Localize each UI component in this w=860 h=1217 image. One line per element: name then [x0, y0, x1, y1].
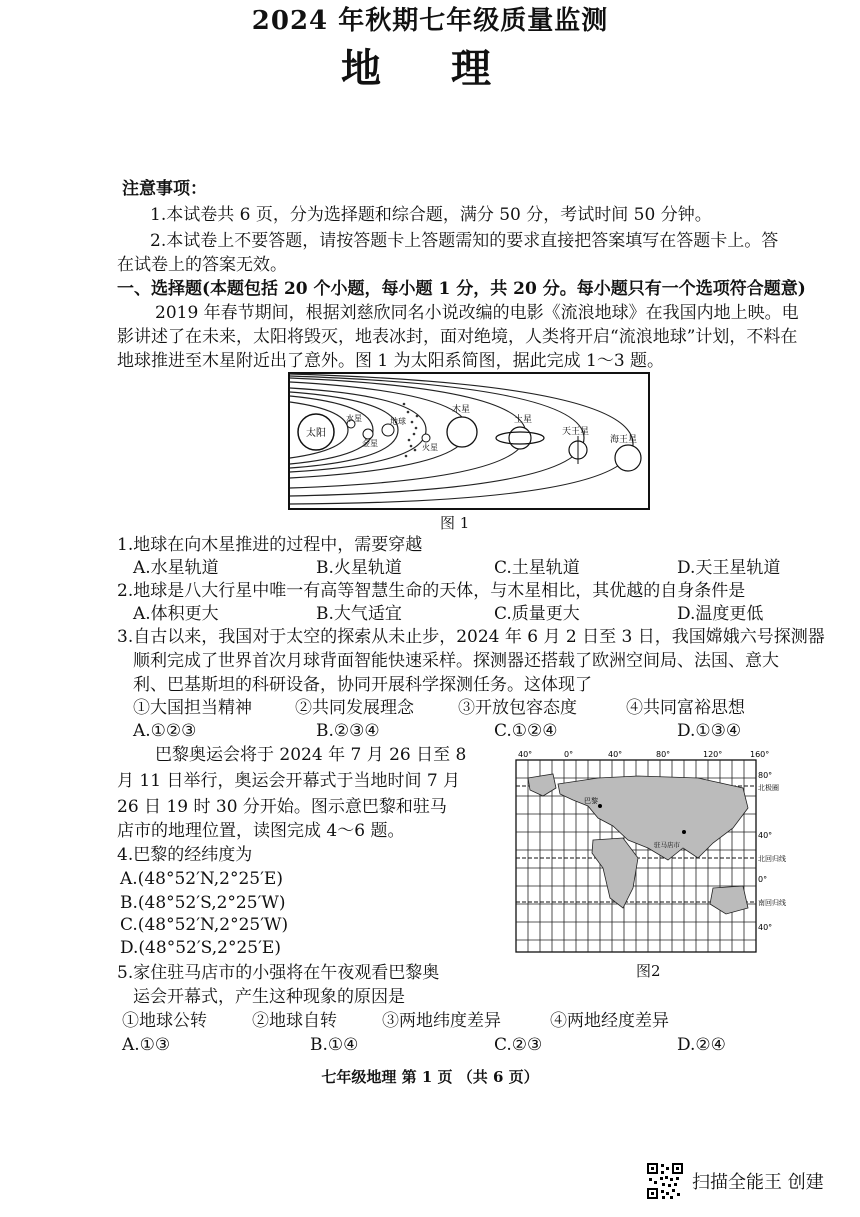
subject-title: 地 理 — [341, 45, 519, 92]
q1-option-c[interactable]: C.土星轨道 — [494, 558, 580, 578]
paris-label: 巴黎 — [584, 797, 598, 805]
q3-option-c[interactable]: C.①②④ — [494, 721, 558, 741]
passage2-line-1: 巴黎奥运会将于 2024 年 7 月 26 日至 8 — [155, 745, 467, 765]
intro-line-3: 地球推进至木星附近出了意外。图 1 为太阳系简图，据此完成 1～3 题。 — [117, 351, 665, 371]
jupiter-label: 木星 — [452, 405, 471, 415]
scanner-watermark: 扫描全能王 创建 — [692, 1172, 824, 1193]
lon-tick: 0° — [564, 750, 574, 759]
passage2-line-2: 月 11 日举行，奥运会开幕式于当地时间 7 月 — [117, 771, 461, 791]
uranus-label: 天王星 — [562, 427, 590, 437]
venus-label: 金星 — [362, 439, 378, 448]
tropic-capricorn-label: 南回归线 — [758, 899, 786, 907]
q3-statement-3: ③开放包容态度 — [458, 698, 577, 718]
figure-2-caption: 图2 — [636, 962, 661, 980]
q1-option-d[interactable]: D.天王星轨道 — [677, 558, 781, 578]
notice-item-2a: 2.本试卷上不要答题，请按答题卡上答题需知的要求直接把答案填写在答题卡上。答 — [150, 231, 779, 251]
solar-system-figure — [288, 372, 650, 510]
q3-statement-4: ④共同富裕思想 — [626, 698, 745, 718]
notice-heading: 注意事项： — [122, 179, 207, 199]
figure-1-caption: 图 1 — [440, 514, 470, 532]
passage2-line-3: 26 日 19 时 30 分开始。图示意巴黎和驻马 — [117, 797, 447, 817]
q3-stem-1: 3.自古以来，我国对于太空的探索从未止步，2024 年 6 月 2 日至 3 日，我国嫦娥六号探测器 — [117, 627, 825, 647]
exam-title: 2024 年秋期七年级质量监测 — [251, 6, 609, 36]
lat-tick: 40° — [758, 923, 773, 932]
neptune-label: 海王星 — [610, 435, 638, 445]
q4-option-b[interactable]: B.(48°52′S,2°25′W) — [120, 893, 286, 913]
q4-stem: 4.巴黎的经纬度为 — [117, 845, 253, 865]
q5-option-b[interactable]: B.①④ — [310, 1035, 359, 1055]
mars-body — [422, 434, 430, 442]
q5-option-d[interactable]: D.②④ — [677, 1035, 726, 1055]
q3-stem-3: 利、巴基斯坦的科研设备，协同开展科学探测任务。这体现了 — [133, 675, 592, 695]
tropic-cancer-label: 北回归线 — [758, 855, 786, 863]
q3-option-d[interactable]: D.①③④ — [677, 721, 742, 741]
q5-option-c[interactable]: C.②③ — [494, 1035, 543, 1055]
intro-line-2: 影讲述了在未来，太阳将毁灭，地表冰封，面对绝境，人类将开启“流浪地球”计划，不料在 — [117, 327, 798, 347]
saturn-label: 土星 — [514, 415, 533, 425]
section-heading: 一、选择题(本题包括 20 个小题，每小题 1 分，共 20 分。每小题只有一个选项符合题意) — [117, 279, 806, 299]
earth-label: 地球 — [390, 417, 406, 426]
arctic-circle-label: 北极圈 — [758, 784, 779, 792]
lat-tick: 40° — [758, 831, 773, 840]
intro-line-1: 2019 年春节期间，根据刘慈欣同名小说改编的电影《流浪地球》在我国内地上映。电 — [155, 303, 799, 323]
notice-item-2b: 在试卷上的答案无效。 — [117, 255, 287, 275]
q2-option-a[interactable]: A.体积更大 — [133, 604, 219, 624]
q4-option-c[interactable]: C.(48°52′N,2°25′W) — [120, 915, 289, 935]
q5-statement-1: ①地球公转 — [122, 1011, 207, 1031]
q2-option-c[interactable]: C.质量更大 — [494, 604, 580, 624]
lon-tick: 80° — [656, 750, 671, 759]
q5-statement-3: ③两地纬度差异 — [382, 1011, 501, 1031]
q5-stem-1: 5.家住驻马店市的小强将在午夜观看巴黎奥 — [117, 963, 440, 983]
q3-option-b[interactable]: B.②③④ — [316, 721, 380, 741]
q1-option-b[interactable]: B.火星轨道 — [316, 558, 402, 578]
notice-item-1: 1.本试卷共 6 页，分为选择题和综合题，满分 50 分，考试时间 50 分钟。 — [150, 205, 712, 225]
q2-stem: 2.地球是八大行星中唯一有高等智慧生命的天体，与木星相比，其优越的自身条件是 — [117, 581, 746, 601]
world-map-figure — [498, 748, 816, 956]
sun-label: 太阳 — [306, 428, 326, 439]
jupiter-body — [447, 417, 477, 447]
mars-label: 火星 — [422, 443, 438, 452]
q3-statement-1: ①大国担当精神 — [133, 698, 252, 718]
mercury-label: 水星 — [346, 414, 362, 423]
q1-stem: 1.地球在向木星推进的过程中，需要穿越 — [117, 535, 423, 555]
page-footer: 七年级地理 第 1 页 （共 6 页） — [321, 1068, 539, 1086]
q5-statement-4: ④两地经度差异 — [550, 1011, 669, 1031]
q5-stem-2: 运会开幕式，产生这种现象的原因是 — [133, 987, 405, 1007]
venus-body — [363, 429, 373, 439]
q2-option-d[interactable]: D.温度更低 — [677, 604, 764, 624]
q3-statement-2: ②共同发展理念 — [295, 698, 414, 718]
q5-option-a[interactable]: A.①③ — [122, 1035, 171, 1055]
q2-option-b[interactable]: B.大气适宜 — [316, 604, 402, 624]
q3-stem-2: 顺利完成了世界首次月球背面智能快速采样。探测器还搭载了欧洲空间局、法国、意大 — [133, 651, 779, 671]
saturn-body — [509, 427, 531, 449]
neptune-body — [615, 445, 641, 471]
q4-option-d[interactable]: D.(48°52′S,2°25′E) — [120, 938, 281, 958]
lat-tick: 80° — [758, 771, 773, 780]
lon-tick: 120° — [703, 750, 723, 759]
lon-tick: 40° — [518, 750, 533, 759]
lon-tick: 40° — [608, 750, 623, 759]
q4-option-a[interactable]: A.(48°52′N,2°25′E) — [120, 869, 283, 889]
lat-tick: 0° — [758, 875, 768, 884]
q1-option-a[interactable]: A.水星轨道 — [133, 558, 219, 578]
qr-code-icon — [646, 1162, 684, 1200]
q3-option-a[interactable]: A.①②③ — [133, 721, 197, 741]
zhumadian-label: 驻马店市 — [654, 841, 680, 849]
passage2-line-4: 店市的地理位置，读图完成 4～6 题。 — [117, 821, 405, 841]
lon-tick: 160° — [750, 750, 770, 759]
q5-statement-2: ②地球自转 — [252, 1011, 337, 1031]
